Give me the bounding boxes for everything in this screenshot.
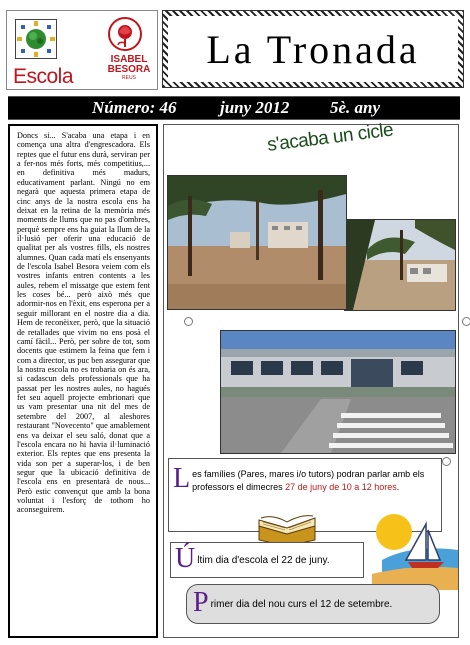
decorative-dot bbox=[184, 317, 193, 326]
drop-cap: P bbox=[193, 587, 209, 618]
issue-info-bar bbox=[8, 96, 460, 120]
issue-number: Número: 46 bbox=[92, 98, 177, 117]
school-name-sub: REUS bbox=[122, 75, 136, 81]
headline: s'acaba un cicle bbox=[266, 119, 395, 156]
decorative-dot bbox=[442, 457, 451, 466]
decorative-dot bbox=[462, 317, 470, 326]
editorial-text: Doncs si... S'acaba una etapa i en comença una altra d'engrescadora. Els reptes que el futur ens durà, serviran per a fer-nos més forts, més competitius,... en definitiva més madurs, educativament parlant. Ningú no em negarà que aquesta primera etapa de cinc anys de la nostra escola ens ha deixat en la retina de la memòria més moments de llums que no pas d'ombres, perquè sempre ens ha guiat la llum de la il·lusió per oferir una educació de qualitat per als vostres fills, els nostres alumnes. Quan cada matí els ensenyants de l'escola Isabel Besora veiem com els vostres infants entren contents a les aules, rebem el missatge que estem fent les coses bé... però això més que adormir-nos en l'èxit, ens esperona per a seguir millorant en el nostre dia a dia. Hem de reconèixer, però, que la situació de retallades que vivim no ens posà el camí fàcil... Però, per sobre de tot, som docents que estimem la feina que fem i com a director, us puc ben assegurar que la nostra escola no es trobaria on és ara, si cadascun dels professionals que ha passat per les nostres aules, no hagués fet seu aquell projecte embrionari que us vam presentar una nit del mes de setembre del 2007, al aleshores restaurant "Novecento" que amablement ens va deixar el seu saló, donat que a l'escola encara no hi havia il·luminació exterior. Els reptes que ens presenta la vida son per a superar-los, i de ben segur que la ubicació definitiva de l'escola ens en presentarà de nous... Però estic convençut que amb la bona voluntat i l'esforç de tothom ho aconseguirem. bbox=[17, 131, 150, 515]
escola-label: Escola bbox=[13, 65, 74, 88]
editorial-box bbox=[8, 124, 158, 638]
school-name: ISABEL BESORA bbox=[107, 54, 151, 75]
drop-cap: L bbox=[173, 463, 191, 494]
photo-school-building bbox=[220, 330, 456, 454]
school-logo-box bbox=[6, 10, 158, 90]
photo-school-grounds-1 bbox=[167, 175, 347, 310]
families-notice-text: Les famílies (Pares, mares i/o tutors) podran parlar amb els professors el dimecres 27 de juny de 10 a 12 hores. bbox=[173, 463, 425, 494]
newsletter-title: La Tronada bbox=[206, 26, 420, 72]
drop-cap: Ú bbox=[175, 543, 196, 574]
photo-school-grounds-2 bbox=[344, 219, 456, 311]
last-day-notice bbox=[170, 542, 364, 578]
title-frame bbox=[162, 10, 464, 88]
rose-seal-icon bbox=[105, 15, 145, 53]
sailboat-icon bbox=[372, 510, 458, 595]
first-day-notice-text: Primer dia del nou curs el 12 de setembre. bbox=[193, 587, 393, 618]
issue-year: 5è. any bbox=[330, 98, 381, 117]
tree-icon bbox=[15, 19, 57, 59]
issue-date: juny 2012 bbox=[220, 98, 290, 117]
first-day-notice bbox=[186, 584, 440, 624]
title-inner bbox=[168, 16, 458, 82]
meeting-date: 27 de juny de 10 a 12 hores bbox=[285, 481, 397, 492]
last-day-notice-text: Últim dia d'escola el 22 de juny. bbox=[175, 543, 330, 574]
